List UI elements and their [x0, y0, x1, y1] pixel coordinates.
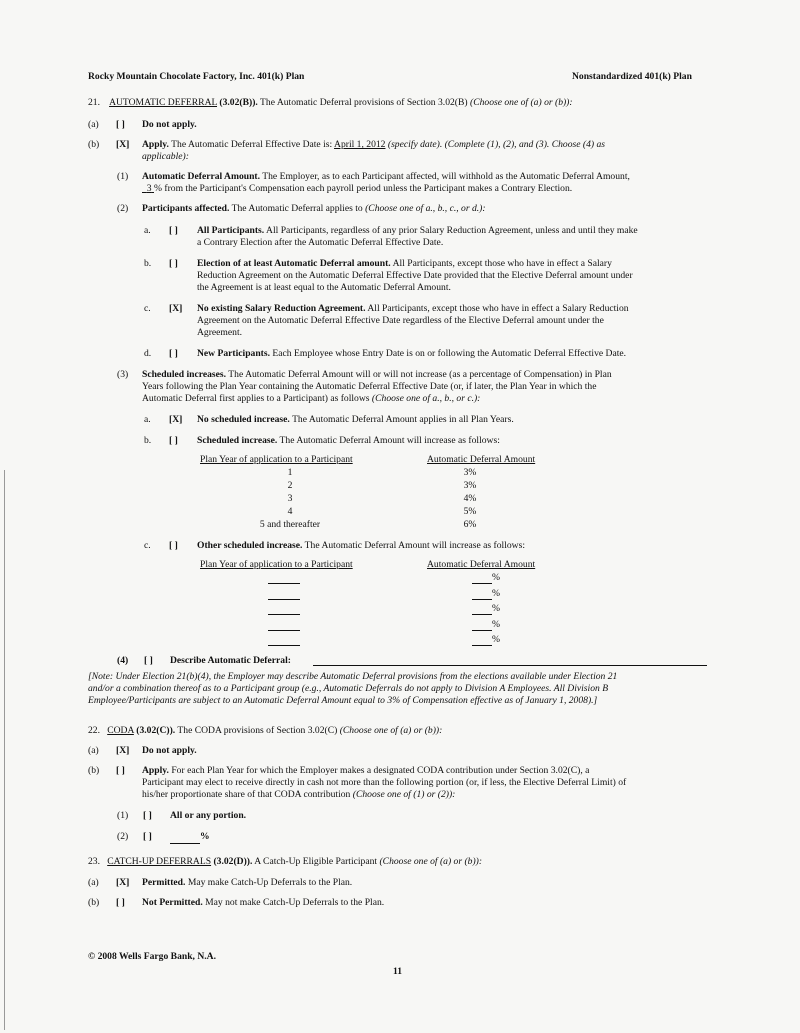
describe-deferral-field[interactable] [313, 665, 707, 666]
table-b-year: 3 [287, 493, 293, 504]
item-3b-checkbox[interactable]: [ ] [169, 435, 178, 446]
item-2d-checkbox[interactable]: [ ] [169, 348, 178, 359]
item-1-label: (1) [117, 171, 129, 182]
table-b-year: 2 [287, 480, 293, 491]
section-22-b-text: Apply. For each Plan Year for which the Employer makes a designated CODA contribution under Section 3.02(C), a Participant may elect to receive directly in cash not more than the following portion (or, if less, the Elective Deferral Limit) of his/her proportionate share of that CODA contribution (Choose one of (1) or (2)): [142, 765, 627, 800]
section-22-a-text: Do not apply. [142, 745, 197, 756]
section-23-a-text: Permitted. May make Catch-Up Deferrals to the Plan. [142, 877, 353, 888]
table-b-col2-header: Automatic Deferral Amount [427, 454, 536, 465]
item-2c-label: c. [144, 303, 151, 314]
item-3a-checkbox[interactable]: [X] [169, 414, 183, 425]
footer-copyright: © 2008 Wells Fargo Bank, N.A. [88, 951, 216, 962]
item-2b-checkbox[interactable]: [ ] [169, 258, 178, 269]
item-3a-label: a. [144, 414, 151, 425]
table-b-col1-header: Plan Year of application to a Participant [200, 454, 353, 465]
item-2a-checkbox[interactable]: [ ] [169, 225, 178, 236]
item-3a-text: No scheduled increase. The Automatic Deferral Amount applies in all Plan Years. [197, 414, 514, 425]
item-3c-text: Other scheduled increase. The Automatic Deferral Amount will increase as follows: [197, 540, 525, 551]
table-b-year: 4 [287, 506, 293, 517]
table-c-year-field[interactable] [268, 636, 300, 646]
table-b-amount: 5% [463, 506, 477, 517]
table-b-year: 1 [287, 467, 293, 478]
item-4-checkbox[interactable]: [ ] [144, 655, 153, 666]
item-4-text: Describe Automatic Deferral: [170, 655, 291, 666]
item-3c-label: c. [144, 540, 151, 551]
section-22-option-2-label: (2) [117, 831, 129, 842]
item-3-label: (3) [117, 369, 129, 380]
table-c-amount-field[interactable]: % [472, 634, 502, 646]
item-2d-label: d. [144, 348, 152, 359]
section-22-a-label: (a) [88, 745, 99, 756]
footer-page-number: 11 [393, 966, 403, 977]
section-21-heading: 21. AUTOMATIC DEFERRAL (3.02(B)). The Automatic Deferral provisions of Section 3.02(B) (Choose one of (a) or (b)): [88, 97, 573, 108]
header-plan-name: Rocky Mountain Chocolate Factory, Inc. 401(k) Plan [88, 71, 305, 82]
item-1-text: Automatic Deferral Amount. The Employer, as to each Participant affected, will withhold as the Automatic Deferral Amount, 3 % from the Participant's Compensation each payroll period unless the Participant makes a Contrary Election. [142, 171, 630, 194]
table-c-year-field[interactable] [268, 574, 300, 584]
section-21-b-text: Apply. The Automatic Deferral Effective Date is: April 1, 2012 (specify date). (Complete (1), (2), and (3). Choose (4) as applicable): [142, 139, 606, 162]
section-22-a-checkbox[interactable]: [X] [116, 745, 130, 756]
section-23-a-label: (a) [88, 877, 99, 888]
section-22-option-2-field[interactable]: % [170, 831, 210, 844]
table-b-amount: 3% [463, 467, 477, 478]
section-23-b-label: (b) [88, 897, 100, 908]
item-2d-text: New Participants. Each Employee whose Entry Date is on or following the Automatic Deferral Effective Date. [197, 348, 627, 359]
item-2b-text: Election of at least Automatic Deferral amount. All Participants, except those who have in effect a Salary Reduction Agreement on the Automatic Deferral Effective Date provided that the Elective Deferral amount under the Agreement is at least equal to the Automatic Deferral Amount. [197, 258, 633, 293]
item-3c-checkbox[interactable]: [ ] [169, 540, 178, 551]
section-23-heading: 23. CATCH-UP DEFERRALS (3.02(D)). A Catch-Up Eligible Participant (Choose one of (a) or (b)): [88, 856, 483, 867]
item-2a-text: All Participants. All Participants, regardless of any prior Salary Reduction Agreement, unless and until they make a Contrary Election after the Automatic Deferral Effective Date. [197, 225, 638, 248]
item-2c-checkbox[interactable]: [X] [169, 303, 183, 314]
item-2b-label: b. [144, 258, 152, 269]
section-22-option-1-label: (1) [117, 810, 129, 821]
header-plan-type: Nonstandardized 401(k) Plan [572, 71, 692, 82]
section-21-a-checkbox[interactable]: [ ] [116, 119, 125, 130]
section-22-option-1-text: All or any portion. [170, 810, 247, 821]
table-b-amount: 6% [463, 519, 477, 530]
table-b-year: 5 and thereafter [259, 519, 321, 530]
effective-date-field[interactable]: April 1, 2012 [334, 139, 386, 150]
section-23-b-text: Not Permitted. May not make Catch-Up Deferrals to the Plan. [142, 897, 385, 908]
section-22-b-label: (b) [88, 765, 100, 776]
section-22-option-2-checkbox[interactable]: [ ] [143, 831, 152, 842]
table-c-year-field[interactable] [268, 621, 300, 631]
item-2a-label: a. [144, 225, 151, 236]
table-c-year-field[interactable] [268, 605, 300, 615]
table-c-col1-header: Plan Year of application to a Participant [200, 559, 353, 570]
section-23-a-checkbox[interactable]: [X] [116, 877, 130, 888]
item-4-label: (4) [117, 655, 129, 666]
note-paragraph: [Note: Under Election 21(b)(4), the Employer may describe Automatic Deferral provisions from the elections available under Election 21 and/or a combination thereof as to a Participant group (e.g., Automatic Deferrals do not apply to Division A Employees. All Division B Employee/Participants are subject to an Automatic Deferral Amount equal to 3% of Compensation effective as of January 1, 2008).] [88, 671, 618, 706]
table-c-col2-header: Automatic Deferral Amount [427, 559, 536, 570]
item-2-label: (2) [117, 203, 129, 214]
section-21-a-label: (a) [88, 119, 99, 130]
section-22-option-1-checkbox[interactable]: [ ] [143, 810, 152, 821]
section-23-b-checkbox[interactable]: [ ] [116, 897, 125, 908]
item-3b-text: Scheduled increase. The Automatic Deferral Amount will increase as follows: [197, 435, 500, 446]
section-21-b-checkbox[interactable]: [X] [116, 139, 130, 150]
section-22-b-checkbox[interactable]: [ ] [116, 765, 125, 776]
section-22-heading: 22. CODA (3.02(C)). The CODA provisions of Section 3.02(C) (Choose one of (a) or (b)): [88, 725, 443, 736]
table-c-year-field[interactable] [268, 590, 300, 600]
item-2c-text: No existing Salary Reduction Agreement. All Participants, except those who have in effect a Salary Reduction Agreement on the Automatic Deferral Effective Date regardless of the Elective Deferral amount under the Agreement. [197, 303, 629, 338]
item-2-text: Participants affected. The Automatic Deferral applies to (Choose one of a., b., c., or d.): [142, 203, 486, 214]
table-b-amount: 4% [463, 493, 477, 504]
section-21-b-label: (b) [88, 139, 100, 150]
scan-edge [4, 470, 5, 1030]
table-c-amount-field[interactable]: % [472, 572, 502, 584]
table-c-amount-field[interactable]: % [472, 619, 502, 631]
item-3-text: Scheduled increases. The Automatic Deferral Amount will or will not increase (as a percentage of Compensation) in Plan Years following the Plan Year containing the Automatic Deferral Effective Date (or, if later, the Plan Year in which the Automatic Deferral first applies to a Participant) as follows (Choose one of a., b., or c.): [142, 369, 612, 404]
table-c-amount-field[interactable]: % [472, 588, 502, 600]
table-c-amount-field[interactable]: % [472, 603, 502, 615]
table-b-amount: 3% [463, 480, 477, 491]
deferral-percent-field[interactable]: 3 [146, 183, 152, 194]
section-21-a-text: Do not apply. [142, 119, 197, 130]
item-3b-label: b. [144, 435, 152, 446]
